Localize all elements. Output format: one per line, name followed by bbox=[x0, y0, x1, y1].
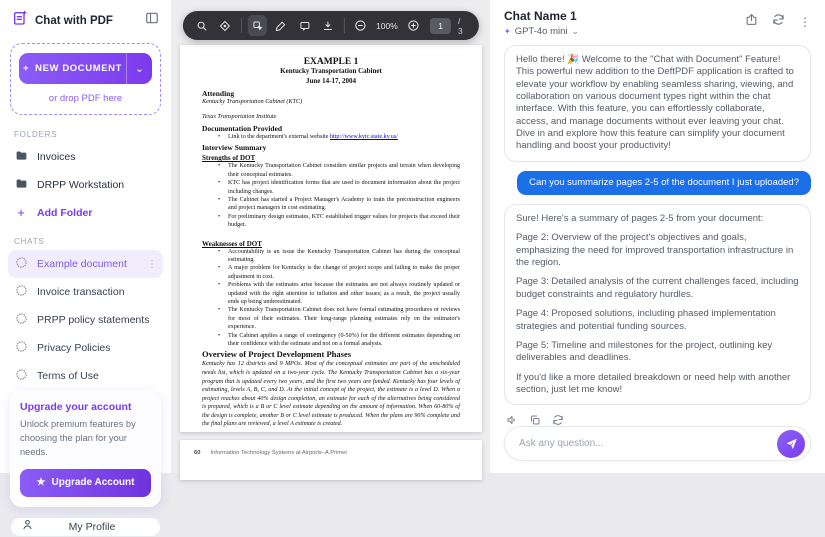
folder-icon bbox=[14, 149, 28, 165]
pdf-page-1 bbox=[180, 45, 482, 432]
doc-bullet: • KTC has project identification forms that are used to document information about the project including changes. bbox=[202, 179, 460, 196]
pdf-toolbar bbox=[183, 11, 479, 40]
share-icon[interactable] bbox=[745, 13, 758, 31]
chat-item-label: PRPP policy statements bbox=[37, 314, 150, 326]
regenerate-icon[interactable] bbox=[772, 13, 785, 31]
chat-bubble-icon bbox=[14, 312, 28, 328]
assistant-message: Hello there! 🎉 Welcome to the "Chat with Document" Feature! This powerful new addition to the DeftPDF application is crafted to elevate your workflow by enabling seamless sharing, viewing, and collaboration on various document types right within the chat interface. With this feature, you can effortlessly collaborate, access, and manage documents without ever leaving your chat. Dive in and explore how this feature can simplify your document handling and boost your productivity! bbox=[504, 45, 811, 162]
chat-item-terms-of-use[interactable] bbox=[8, 362, 163, 390]
current-page-input[interactable]: 1 bbox=[430, 18, 451, 34]
plus-icon: + bbox=[17, 205, 25, 220]
pdf-pages-scroll[interactable] bbox=[172, 0, 490, 473]
doc-overview-heading: Overview of Project Development Phases bbox=[202, 349, 352, 360]
copy-icon[interactable] bbox=[529, 414, 541, 426]
zoom-level: 100% bbox=[376, 20, 398, 31]
new-document-dropdown[interactable] bbox=[126, 53, 152, 84]
chat-item-label: Invoice transaction bbox=[37, 286, 125, 298]
doc-attending-1: Kentucky Transportation Cabinet (KTC) bbox=[202, 97, 303, 105]
download-icon[interactable] bbox=[318, 15, 337, 36]
doc-weaknesses-heading: Weaknesses of DOT bbox=[202, 239, 262, 248]
upgrade-description: Unlock premium features by choosing the plan for your needs. bbox=[20, 419, 136, 457]
upgrade-card bbox=[10, 390, 161, 507]
model-name: GPT-4o mini bbox=[514, 26, 568, 37]
upgrade-account-button[interactable] bbox=[20, 469, 151, 497]
doc-title: EXAMPLE 1 bbox=[303, 57, 359, 67]
folder-item-invoices[interactable] bbox=[8, 143, 163, 171]
assistant-message: Sure! Here's a summary of pages 2-5 from your document: Page 2: Overview of the project's objectives and goals, emphasizing the need for improved transportation infrastructure in the region. Page 3: Detailed analysis of the current challenges faced, including budget constraints and regulatory hurdles. Page 4: Proposed solutions, including phased implementation strategies and potential funding sources. Page 5: Timeline and milestones for the project, outlining key deliverables and deadlines. If you'd like a more detailed breakdown or need help with another section, just let me know! bbox=[504, 204, 811, 405]
regenerate-response-icon[interactable] bbox=[552, 414, 564, 426]
read-aloud-icon[interactable] bbox=[506, 414, 518, 426]
plus-icon: + bbox=[22, 63, 30, 74]
message-actions bbox=[504, 414, 811, 426]
toolbar-divider bbox=[344, 18, 345, 33]
folders-section-label: FOLDERS bbox=[14, 130, 58, 139]
chevron-down-icon: ⌄ bbox=[134, 63, 145, 75]
sidebar bbox=[0, 0, 172, 533]
upgrade-button-label: Upgrade Account bbox=[51, 477, 135, 489]
chat-input-bar bbox=[504, 426, 811, 461]
doc-bullet: • The Kentucky Transportation Cabinet considers similar projects and terrain when developing their conceptual estimates. bbox=[202, 162, 460, 179]
zoom-in-icon[interactable] bbox=[404, 15, 423, 36]
add-folder-button[interactable] bbox=[8, 199, 163, 226]
doc-bullet: • The Cabinet applies a range of contingency (0-50%) for the different estimates depending on their confidence with the estimate and not on a formal analysis. bbox=[202, 332, 460, 349]
collapse-sidebar-icon[interactable] bbox=[145, 11, 159, 30]
app-title: Chat with PDF bbox=[35, 14, 113, 27]
pdf-dropzone[interactable] bbox=[10, 43, 161, 115]
add-folder-label: Add Folder bbox=[37, 206, 93, 219]
chats-section-label: CHATS bbox=[14, 237, 45, 246]
folder-icon bbox=[14, 177, 28, 193]
chat-item-label: Terms of Use bbox=[37, 370, 99, 382]
new-document-label: NEW DOCUMENT bbox=[35, 63, 123, 74]
folder-label: DRPP Workstation bbox=[37, 179, 125, 191]
folder-label: Invoices bbox=[37, 151, 76, 163]
chat-item-privacy-policies[interactable] bbox=[8, 334, 163, 362]
user-message: Can you summarize pages 2-5 of the document I just uploaded? bbox=[517, 171, 811, 195]
chat-panel bbox=[490, 0, 825, 473]
chat-item-invoice-transaction[interactable] bbox=[8, 278, 163, 306]
doc-org: Kentucky Transportation Cabinet bbox=[280, 67, 382, 75]
star-icon: ★ bbox=[36, 477, 46, 489]
doc-attending-heading: Attending bbox=[202, 88, 235, 98]
annotate-pen-icon[interactable] bbox=[271, 15, 290, 36]
doc-strengths-heading: Strengths of DOT bbox=[202, 154, 256, 163]
doc-interview-heading: Interview Summary bbox=[202, 143, 267, 153]
pdf-viewer bbox=[172, 0, 490, 473]
chat-title: Chat Name 1 bbox=[504, 9, 577, 23]
sidebar-header bbox=[8, 10, 163, 35]
chat-header bbox=[504, 9, 811, 37]
folder-item-drpp-workstation[interactable] bbox=[8, 171, 163, 199]
doc-overview-paragraph: Kentucky has 12 districts and 9 MPOs. Most of the conceptual estimates are part of the unscheduled needs list, which is updated on a two-year cycle. The Kentucky Transportation Cabinet has a six-year program that is updated every two years, and the first two years are funded. Kentucky has four levels of estimating, levels A, B, C, and D. At the initial concept of the project, the estimate is a level D. When a project reaches about 40% design completion, an estimate for each of the alternatives being considered is prepared, which is a B or C level estimate depending on the amount of information. When 60-80% of the design is complete, another B or C level estimate is produced. When the plans are 90% complete and the final plans are reviewed, a level A estimate is created. bbox=[202, 361, 460, 428]
chat-bubble-icon bbox=[14, 368, 28, 384]
doc-bullet: • Link to the department's external website http://www.kytc.state.ky.us/ bbox=[202, 133, 460, 141]
select-tool-icon[interactable] bbox=[248, 15, 267, 36]
doc-bullet: • Accountability is an issue the Kentucky Transportation Cabinet has during the conceptual estimating. bbox=[202, 248, 460, 265]
chevron-down-icon: ⌄ bbox=[571, 26, 580, 36]
comment-icon[interactable] bbox=[295, 15, 314, 36]
doc-date: June 14-17, 2004 bbox=[306, 76, 356, 85]
doc-attending-2: Texas Transportation Institute bbox=[202, 113, 277, 121]
chat-item-label: Example document bbox=[37, 258, 127, 270]
next-page-number: 60 bbox=[194, 450, 201, 456]
doc-bullet: • A major problem for Kentucky is the change of project scope and failing to make the proper adjustment in cost. bbox=[202, 264, 460, 281]
zoom-out-icon[interactable] bbox=[351, 15, 370, 36]
model-selector[interactable] bbox=[504, 26, 745, 37]
my-profile-button[interactable] bbox=[10, 517, 161, 537]
chat-menu-icon[interactable]: ⋮ bbox=[799, 15, 811, 29]
new-document-button[interactable] bbox=[19, 53, 152, 84]
next-page-title: Information Technology Systems at Airports–A Primer bbox=[210, 450, 348, 456]
chat-bubble-icon bbox=[14, 284, 28, 300]
chat-item-label: Privacy Policies bbox=[37, 342, 111, 354]
doc-bullet: • For preliminary design estimates, KTC established trigger values for projects that exceed their budget. bbox=[202, 213, 460, 230]
doc-external-link[interactable]: http://www.kytc.state.ky.us/ bbox=[329, 133, 398, 140]
chat-item-menu-icon[interactable]: ⋮ bbox=[147, 258, 157, 270]
my-profile-label: My Profile bbox=[68, 520, 116, 533]
chat-messages[interactable] bbox=[504, 45, 811, 426]
drop-pdf-hint: or drop PDF here bbox=[48, 93, 123, 104]
doc-bullet: • The Kentucky Transportation Cabinet does not have formal estimating procedures or reviews for most of their estimates. Their long-range planning estimates rely on the estimator's experience. bbox=[202, 306, 460, 331]
toolbar-divider bbox=[241, 18, 242, 33]
send-button[interactable] bbox=[777, 430, 805, 458]
pdf-page-2 bbox=[180, 440, 482, 480]
doc-bullet: • The Cabinet has started a Project Manager's Academy to train the preconstruction engineers and project managers in cost estimating. bbox=[202, 196, 460, 213]
page-total: / 3 bbox=[457, 15, 463, 36]
search-icon[interactable] bbox=[192, 15, 211, 36]
chat-bubble-icon bbox=[14, 340, 28, 356]
doc-bullet: • Problems with the estimates arise because the estimates are not always routinely updated or updated with the right attention to inflation and other issues; as a result, the project usually ends up being underestimated. bbox=[202, 281, 460, 306]
upgrade-title: Upgrade your account bbox=[20, 401, 132, 413]
chat-item-prpp-policy-statements[interactable] bbox=[8, 306, 163, 334]
pan-tool-icon[interactable] bbox=[215, 15, 234, 36]
sparkle-icon: ✦ bbox=[504, 27, 511, 36]
app-logo-icon bbox=[12, 10, 28, 31]
person-icon bbox=[21, 518, 34, 536]
chat-input[interactable] bbox=[519, 438, 777, 449]
doc-documentation-heading: Documentation Provided bbox=[202, 123, 283, 133]
chat-item-example-document[interactable] bbox=[8, 250, 163, 278]
chat-bubble-icon bbox=[14, 256, 28, 272]
